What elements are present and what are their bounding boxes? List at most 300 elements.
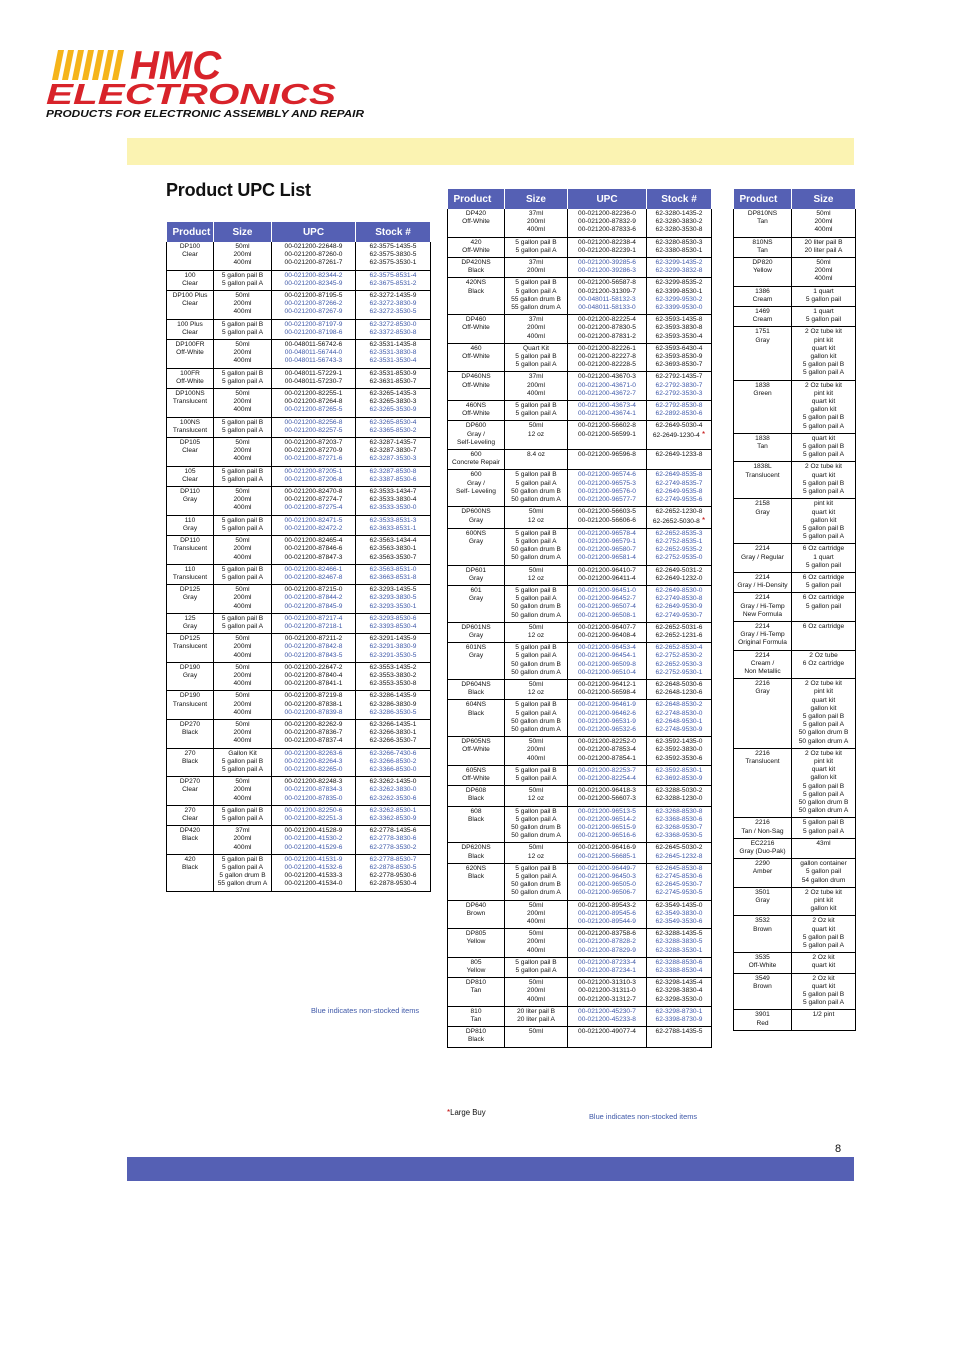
cell-line: 5 gallon pail B bbox=[802, 443, 845, 451]
cell-line: Off-White bbox=[462, 746, 490, 754]
cell-line: Black bbox=[181, 835, 199, 843]
cell-line: 62-3280-3530-8 bbox=[655, 226, 703, 234]
cell-line: Tan / Non-Sag bbox=[741, 827, 784, 835]
stock-cell bbox=[647, 978, 712, 1007]
cell-line: 2214 bbox=[755, 622, 770, 630]
stock-cell bbox=[647, 737, 712, 766]
product-cell bbox=[734, 650, 792, 679]
cell-line: 00-021200-87215-0 bbox=[284, 586, 343, 594]
cell-line: 50 gallon drum A bbox=[511, 889, 561, 897]
cell-line: 62-3280-8530-3 bbox=[655, 238, 703, 246]
cell-line: 00-021200-82264-3 bbox=[284, 757, 343, 765]
cell-line: 400ml bbox=[233, 504, 252, 512]
cell-line: 62-2649-1230-4 * bbox=[652, 429, 706, 439]
cell-line: 00-021200-87837-4 bbox=[284, 737, 343, 745]
cell-line: Quart Kit bbox=[522, 344, 550, 352]
product-cell bbox=[167, 466, 214, 486]
cell-line: 37ml bbox=[235, 827, 250, 835]
cell-line: 400ml bbox=[233, 357, 252, 365]
cell-line: 62-3533-8531-3 bbox=[369, 516, 417, 524]
product-cell bbox=[448, 258, 505, 278]
cell-line: 200ml bbox=[527, 938, 545, 946]
cell-line: Non Metallic bbox=[744, 667, 781, 675]
table-row bbox=[448, 1027, 712, 1047]
size-cell bbox=[214, 417, 272, 437]
size-cell bbox=[505, 978, 568, 1007]
cell-line: gallon kit bbox=[810, 774, 837, 782]
cell-line: 62-3293-1435-5 bbox=[369, 586, 417, 594]
product-cell bbox=[734, 973, 792, 1010]
logo-electronics-text: ELECTRONICS bbox=[46, 79, 337, 111]
cell-line: 62-3533-3830-4 bbox=[369, 496, 417, 504]
cell-line: 5 gallon pail B bbox=[515, 766, 557, 774]
table-row bbox=[167, 585, 431, 614]
cell-line: 2214 bbox=[755, 651, 770, 659]
cell-line: Yellow bbox=[466, 967, 486, 975]
cell-line: 200ml bbox=[527, 218, 545, 226]
cell-line: 00-021200-87832-9 bbox=[578, 218, 636, 226]
size-cell bbox=[792, 953, 856, 973]
cell-line: pint kit bbox=[813, 389, 834, 397]
product-cell bbox=[734, 237, 792, 257]
cell-line: DP125 bbox=[179, 635, 201, 643]
size-cell bbox=[505, 806, 568, 843]
size-cell bbox=[214, 662, 272, 691]
cell-line: DP600NS bbox=[461, 508, 491, 516]
cell-line: 5 gallon pail A bbox=[802, 942, 845, 950]
stock-cell bbox=[356, 585, 431, 614]
cell-line: 62-3268-8530-8 bbox=[655, 807, 703, 815]
size-cell bbox=[505, 900, 568, 929]
product-cell bbox=[734, 916, 792, 953]
cell-line: Cream / bbox=[750, 659, 775, 667]
cell-line: 5 gallon pail B bbox=[221, 757, 264, 765]
table-row bbox=[448, 470, 712, 507]
size-cell bbox=[505, 258, 568, 278]
size-cell bbox=[505, 470, 568, 507]
cell-line: 600 bbox=[470, 451, 482, 459]
cell-line: 12 oz bbox=[527, 631, 545, 639]
cell-line: 62-2752-9530-1 bbox=[655, 668, 703, 676]
cell-line: 5 gallon pail A bbox=[515, 287, 557, 295]
upc-cell bbox=[568, 700, 647, 737]
cell-line: Gray bbox=[182, 524, 198, 532]
product-cell bbox=[448, 1027, 505, 1047]
cell-line: DP100FR bbox=[175, 341, 205, 349]
stock-cell bbox=[356, 536, 431, 565]
cell-line: 00-021200-96531-9 bbox=[578, 717, 636, 725]
cell-line: 5 gallon pail B bbox=[802, 414, 845, 422]
cell-line: gallon kit bbox=[810, 406, 837, 414]
cell-line: 00-021200-96416-9 bbox=[578, 844, 636, 852]
product-cell bbox=[448, 679, 505, 699]
cell-line: 5 gallon pail A bbox=[802, 827, 845, 835]
cell-line: 62-3287-1435-7 bbox=[369, 439, 417, 447]
cell-line: 00-021200-87835-0 bbox=[284, 794, 343, 802]
stock-cell bbox=[356, 438, 431, 467]
product-cell bbox=[448, 700, 505, 737]
cell-line: 00-021200-96596-8 bbox=[578, 451, 636, 459]
cell-line: 62-3262-8530-1 bbox=[369, 806, 417, 814]
size-cell bbox=[214, 634, 272, 663]
product-cell bbox=[734, 748, 792, 818]
table-row bbox=[734, 237, 856, 257]
cell-line: 00-021200-82254-4 bbox=[578, 774, 636, 782]
cell-line: 5 gallon pail B bbox=[515, 353, 557, 361]
size-cell bbox=[214, 340, 272, 369]
product-cell bbox=[448, 237, 505, 257]
cell-line: 00-048011-56744-0 bbox=[284, 349, 343, 357]
cell-line: 00-021200-87833-6 bbox=[578, 226, 636, 234]
table-row bbox=[734, 818, 856, 838]
cell-line: Tan bbox=[757, 218, 768, 226]
product-cell bbox=[448, 565, 505, 585]
cell-line: 400ml bbox=[527, 918, 545, 926]
cell-line: 50ml bbox=[235, 341, 250, 349]
cell-line: 400ml bbox=[233, 708, 252, 716]
upc-cell bbox=[568, 843, 647, 863]
cell-line: Gray / bbox=[467, 479, 485, 487]
cell-line: 5 gallon pail A bbox=[221, 622, 264, 630]
size-cell bbox=[792, 818, 856, 838]
cell-line: 62-2645-8530-8 bbox=[655, 864, 703, 872]
cell-line: 62-2648-8530-2 bbox=[655, 701, 703, 709]
cell-line: 50ml bbox=[235, 292, 250, 300]
product-cell bbox=[734, 499, 792, 544]
cell-line: 00-021200-96516-6 bbox=[578, 832, 636, 840]
cell-line: 00-021200-87274-7 bbox=[284, 496, 343, 504]
cell-line: 12 oz bbox=[527, 516, 545, 524]
cell-line: 2214 bbox=[755, 545, 770, 553]
cell-line: Brown bbox=[466, 909, 486, 917]
cell-line: Black bbox=[467, 815, 485, 823]
stock-cell bbox=[647, 1006, 712, 1026]
size-cell bbox=[505, 237, 568, 257]
cell-line: 62-3553-3830-2 bbox=[369, 671, 417, 679]
cell-line: 00-021200-41534-0 bbox=[284, 880, 343, 888]
cell-line: 00-021200-96407-7 bbox=[578, 623, 636, 631]
cell-line: 400ml bbox=[233, 794, 252, 802]
stock-cell bbox=[647, 343, 712, 372]
cell-line: 200ml bbox=[233, 545, 252, 553]
cell-line: 62-2652-1230-8 bbox=[655, 508, 703, 516]
product-cell bbox=[167, 319, 214, 339]
size-cell bbox=[214, 368, 272, 388]
table-row bbox=[448, 843, 712, 863]
large-buy-note bbox=[447, 1108, 486, 1117]
size-cell bbox=[505, 209, 568, 237]
col-header-size: Size bbox=[792, 189, 856, 209]
cell-line: 2 Oz tube kit bbox=[804, 381, 843, 389]
product-cell bbox=[167, 536, 214, 565]
cell-line: Clear bbox=[182, 300, 198, 308]
stock-cell bbox=[356, 719, 431, 748]
cell-line: 5 gallon pail A bbox=[221, 279, 264, 287]
cell-line: 62-3398-8730-9 bbox=[655, 1016, 703, 1024]
stock-cell bbox=[647, 278, 712, 315]
size-cell bbox=[792, 1010, 856, 1030]
cell-line: DP420 bbox=[465, 210, 487, 217]
product-cell bbox=[734, 258, 792, 287]
cell-line: 601 bbox=[470, 586, 482, 594]
cell-line: 00-021200-87853-4 bbox=[578, 746, 636, 754]
cell-line: Gray bbox=[468, 516, 484, 524]
table-row bbox=[167, 719, 431, 748]
stock-cell bbox=[356, 748, 431, 777]
upc-cell bbox=[568, 565, 647, 585]
cell-line: 00-021200-96515-9 bbox=[578, 824, 636, 831]
table-row bbox=[167, 368, 431, 388]
product-cell bbox=[167, 662, 214, 691]
table-row bbox=[167, 340, 431, 369]
cell-line: Gray bbox=[468, 652, 484, 660]
cell-line: Translucent bbox=[172, 643, 208, 651]
cell-line: 200ml bbox=[233, 398, 252, 406]
cell-line: 62-3563-3830-1 bbox=[369, 545, 417, 553]
cell-line: 810 bbox=[470, 1007, 482, 1015]
cell-line: 00-021200-87838-1 bbox=[284, 700, 343, 708]
cell-line: 62-2792-1435-7 bbox=[655, 373, 703, 381]
table-row bbox=[167, 270, 431, 290]
cell-line: 200ml bbox=[527, 324, 545, 332]
cell-line: DP190 bbox=[179, 692, 201, 700]
cell-line: 1751 bbox=[755, 328, 770, 336]
cell-line: 00-021200-96449-7 bbox=[578, 864, 636, 872]
stock-cell bbox=[647, 1027, 712, 1047]
cell-line: 6 Oz cartridge bbox=[802, 622, 845, 630]
cell-line: Green bbox=[753, 389, 772, 397]
cell-line: 5 gallon pail A bbox=[802, 488, 845, 496]
cell-line: 5 gallon pail A bbox=[515, 815, 557, 823]
cell-line: 110 bbox=[184, 516, 196, 524]
table-row bbox=[734, 327, 856, 380]
cell-line: 420NS bbox=[465, 279, 487, 287]
cell-line: 50ml bbox=[235, 243, 250, 250]
size-cell bbox=[214, 270, 272, 290]
cell-line: 00-021200-96408-4 bbox=[578, 631, 636, 639]
cell-line: 5 gallon pail B bbox=[221, 855, 264, 863]
upc-cell bbox=[272, 438, 356, 467]
cell-line: Gray / Hi-Temp bbox=[740, 602, 785, 610]
cell-line: 62-2878-9530-4 bbox=[369, 880, 417, 888]
cell-line: 62-3365-8530-2 bbox=[369, 426, 417, 434]
cell-line: 00-021200-41533-3 bbox=[284, 872, 343, 880]
cell-line: gallon container bbox=[800, 860, 847, 868]
table-row bbox=[734, 433, 856, 462]
cell-line: 62-3533-3530-0 bbox=[369, 504, 417, 512]
cell-line: 00-021200-96513-5 bbox=[578, 807, 636, 815]
cell-line: 00-021200-96577-7 bbox=[578, 496, 636, 504]
cell-line: 62-3531-3830-8 bbox=[369, 349, 417, 357]
cell-line: 62-3563-1434-4 bbox=[369, 537, 417, 545]
cell-line: 00-021200-82255-1 bbox=[284, 390, 343, 398]
cell-line: 5 gallon pail B bbox=[515, 238, 557, 246]
cell-line: 00-021200-87261-7 bbox=[284, 259, 343, 267]
cell-line: 62-3298-3530-0 bbox=[655, 995, 703, 1003]
cell-line: 00-021200-96576-0 bbox=[578, 487, 636, 495]
product-cell bbox=[734, 593, 792, 622]
cell-line: 00-021200-43670-3 bbox=[578, 373, 636, 381]
product-cell bbox=[448, 843, 505, 863]
cell-line: 608 bbox=[470, 807, 482, 815]
cell-line: 400ml bbox=[814, 226, 833, 234]
size-cell bbox=[214, 854, 272, 891]
cell-line: 00-021200-22647-2 bbox=[284, 663, 343, 671]
cell-line: 62-3287-3530-3 bbox=[369, 455, 417, 463]
cell-line: 62-3291-1435-9 bbox=[369, 635, 417, 643]
stock-cell bbox=[356, 291, 431, 320]
cell-line: 62-3592-3830-0 bbox=[655, 746, 703, 754]
cell-line: 805 bbox=[470, 958, 482, 966]
cell-line: Black bbox=[467, 1036, 485, 1044]
cell-line: 00-021200-82226-1 bbox=[578, 344, 636, 352]
cell-line: 200ml bbox=[233, 729, 252, 737]
stock-cell bbox=[356, 389, 431, 418]
cell-line: 00-021200-82265-0 bbox=[284, 765, 343, 773]
cell-line: Black bbox=[181, 729, 199, 737]
size-cell bbox=[505, 700, 568, 737]
cell-line: 105 bbox=[184, 467, 196, 475]
cell-line: pint kit bbox=[813, 688, 834, 696]
cell-line: 100 bbox=[184, 271, 196, 279]
size-cell bbox=[505, 957, 568, 977]
cell-line: 00-021200-87270-9 bbox=[284, 447, 343, 455]
cell-line: 00-021200-82263-6 bbox=[284, 749, 343, 757]
table-row bbox=[734, 679, 856, 749]
cell-line: DP460 bbox=[465, 316, 487, 324]
cell-line: 00-021200-49077-4 bbox=[578, 1028, 636, 1036]
table-row bbox=[448, 643, 712, 680]
table-row bbox=[448, 421, 712, 450]
product-cell bbox=[448, 421, 505, 450]
cell-line: quart kit bbox=[811, 982, 836, 990]
stock-cell bbox=[356, 691, 431, 720]
upc-cell bbox=[568, 1006, 647, 1026]
cell-line: 62-3288-1435-5 bbox=[655, 930, 703, 938]
cell-line: 62-3593-8530-9 bbox=[655, 353, 703, 361]
upc-cell bbox=[568, 957, 647, 977]
cell-line: gallon kit bbox=[810, 905, 837, 913]
table-row bbox=[734, 748, 856, 818]
table-row bbox=[734, 258, 856, 287]
cell-line: 50 gallon drum B bbox=[511, 603, 561, 611]
cell-line: Gray bbox=[468, 537, 484, 545]
table-row bbox=[734, 499, 856, 544]
stock-cell bbox=[647, 900, 712, 929]
cell-line: 5 gallon pail A bbox=[221, 475, 264, 483]
table-row bbox=[448, 401, 712, 421]
cell-line: 5 gallon pail B bbox=[515, 701, 557, 709]
cell-line: 200ml bbox=[233, 786, 252, 794]
table-row bbox=[734, 593, 856, 622]
table-row bbox=[448, 585, 712, 622]
cell-line: 50 gallon drum B bbox=[511, 824, 561, 831]
cell-line: quart kit bbox=[811, 344, 836, 352]
cell-line: pint kit bbox=[813, 757, 834, 765]
product-cell bbox=[167, 417, 214, 437]
cell-line: Off-White bbox=[462, 353, 490, 361]
cell-line: 200ml bbox=[527, 987, 545, 995]
cell-line: 00-021200-89544-9 bbox=[578, 918, 636, 926]
cell-line: 50 gallon drum A bbox=[798, 807, 849, 815]
cell-line: 2 Oz tube kit bbox=[804, 749, 843, 757]
cell-line: 62-3372-8530-8 bbox=[369, 328, 417, 336]
cell-line: 00-021200-56599-1 bbox=[578, 430, 636, 438]
stock-cell bbox=[647, 585, 712, 622]
cell-line: 1 quart bbox=[813, 553, 834, 561]
cell-line: Off-White bbox=[176, 349, 204, 357]
size-cell bbox=[505, 929, 568, 958]
size-cell bbox=[214, 438, 272, 467]
cell-line: Black bbox=[467, 689, 485, 697]
cell-line: 62-2745-9530-5 bbox=[655, 889, 703, 897]
cell-line: 00-021200-83758-6 bbox=[578, 930, 636, 938]
cell-line: 50 gallon drum A bbox=[798, 737, 849, 745]
size-cell bbox=[214, 487, 272, 516]
product-cell bbox=[167, 368, 214, 388]
cell-line: 00-021200-96574-6 bbox=[578, 471, 636, 479]
cell-line: 43ml bbox=[816, 839, 831, 847]
cell-line: 5 gallon pail A bbox=[221, 377, 264, 385]
cell-line: 00-021200-43672-7 bbox=[578, 389, 636, 397]
cell-line: 00-021200-87206-8 bbox=[284, 475, 343, 483]
upc-cell bbox=[272, 585, 356, 614]
cell-line: 00-021200-96507-4 bbox=[578, 603, 636, 611]
size-cell bbox=[505, 372, 568, 401]
cell-line: 5 gallon pail B bbox=[515, 471, 557, 479]
cell-line: 62-3593-3530-4 bbox=[655, 332, 703, 340]
cell-line: Clear bbox=[182, 328, 198, 336]
size-cell bbox=[792, 237, 856, 257]
cell-line: 20 liter pail B bbox=[516, 1007, 556, 1015]
cell-line: 200ml bbox=[814, 218, 833, 226]
upc-cell bbox=[568, 978, 647, 1007]
cell-line: 50 gallon drum A bbox=[511, 496, 561, 504]
table-row bbox=[448, 315, 712, 344]
hmc-logo-graphic bbox=[44, 42, 374, 122]
size-cell bbox=[505, 679, 568, 699]
cell-line: 62-2749-8535-7 bbox=[655, 479, 703, 487]
stock-cell bbox=[356, 854, 431, 891]
stock-cell bbox=[647, 258, 712, 278]
cell-line: 62-2792-8530-8 bbox=[655, 402, 703, 410]
cell-line: Gray (Duo-Pak) bbox=[739, 848, 786, 856]
cell-line: 6 Oz cartridge bbox=[802, 545, 845, 553]
table-row bbox=[734, 887, 856, 916]
size-cell bbox=[505, 737, 568, 766]
upc-cell bbox=[568, 806, 647, 843]
cell-line: Clear bbox=[182, 447, 198, 455]
table-row bbox=[448, 765, 712, 785]
cell-line: 55 gallon drum B bbox=[511, 295, 561, 303]
cell-line: 55 gallon drum A bbox=[511, 304, 561, 312]
cell-line: 400ml bbox=[527, 754, 545, 762]
cell-line: Clear bbox=[182, 251, 198, 259]
cell-line: 00-021200-41532-6 bbox=[284, 864, 343, 871]
cell-line: 5 gallon pail A bbox=[515, 595, 557, 603]
cell-line: 62-3266-7430-6 bbox=[369, 749, 417, 757]
cell-line: 50ml bbox=[528, 566, 544, 574]
cell-line: 62-2892-8530-6 bbox=[655, 410, 703, 418]
page-number: 8 bbox=[835, 1143, 842, 1155]
product-cell bbox=[167, 691, 214, 720]
cell-line: 50ml bbox=[816, 259, 831, 267]
upc-cell bbox=[568, 765, 647, 785]
product-cell bbox=[734, 679, 792, 749]
cell-line: Gray bbox=[755, 688, 770, 696]
stock-cell bbox=[647, 372, 712, 401]
cell-line: 620NS bbox=[465, 864, 487, 872]
